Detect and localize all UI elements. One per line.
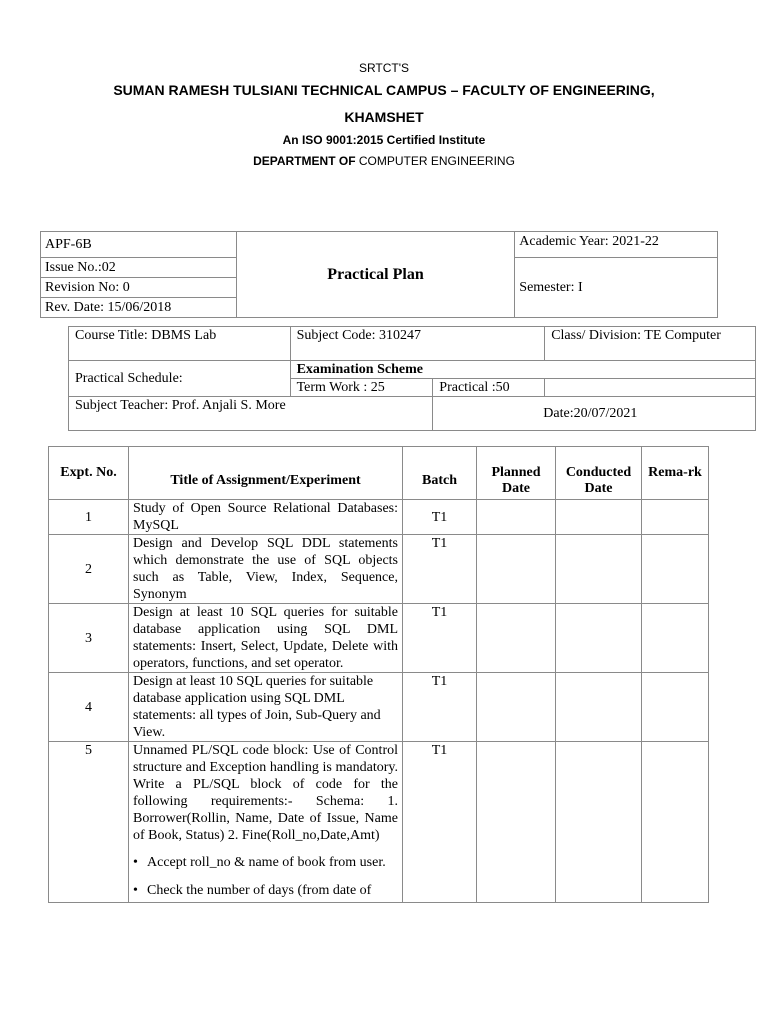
expt-batch: T1 (403, 604, 477, 673)
expt-title: Design at least 10 SQL queries for suitable database application using SQL DML statements: Insert, Select, Update, Delete with operators, functions, and set operator. (129, 604, 403, 673)
expt-no: 4 (49, 673, 129, 742)
list-item (133, 874, 398, 902)
expt-batch: T1 (403, 535, 477, 604)
department-label: DEPARTMENT OF (253, 154, 356, 168)
blank-cell (545, 379, 756, 397)
class-division: Class/ Division: TE Computer (545, 327, 756, 361)
revision-date: Rev. Date: 15/06/2018 (41, 298, 237, 318)
expt-no: 2 (49, 535, 129, 604)
header-conducted-date: Conducted Date (556, 447, 642, 500)
term-work: Term Work : 25 (290, 379, 433, 397)
expt-title-cell (129, 742, 403, 903)
remark-cell (642, 500, 709, 535)
experiments-table (48, 446, 709, 903)
table-row (49, 742, 709, 903)
table-row (49, 500, 709, 535)
form-code: APF-6B (41, 232, 237, 258)
course-info-table (68, 326, 756, 431)
college-short-name: SRTCT'S (358, 61, 410, 75)
remark-cell (642, 604, 709, 673)
table-row (49, 673, 709, 742)
planned-date-cell (477, 742, 556, 903)
expt-title: Unnamed PL/SQL code block: Use of Control structure and Exception handling is mandatory. Write a PL/SQL block of code for the following requirements:- Schema: 1. Borrower(Rollin, Name, Date of Issue, Name of Book, Status) 2. Fine(Roll_no,Date,Amt) (133, 743, 398, 843)
course-title: Course Title: DBMS Lab (69, 327, 291, 361)
list-item (133, 844, 398, 874)
conducted-date-cell (556, 604, 642, 673)
conducted-date-cell (556, 673, 642, 742)
academic-year: Academic Year: 2021-22 (515, 232, 718, 258)
expt-batch: T1 (403, 742, 477, 903)
header-remark: Rema-rk (642, 447, 709, 500)
expt-no: 5 (49, 742, 129, 903)
practical-schedule: Practical Schedule: (69, 361, 291, 397)
bullet-icon: • (133, 883, 138, 898)
college-name: SUMAN RAMESH TULSIANI TECHNICAL CAMPUS – FACULTY OF ENGINEERING, (113, 82, 655, 98)
practical-marks: Practical :50 (433, 379, 545, 397)
issue-number: Issue No.:02 (41, 258, 237, 278)
conducted-date-cell (556, 500, 642, 535)
expt-no: 1 (49, 500, 129, 535)
revision-number: Revision No: 0 (41, 278, 237, 298)
header-expt-no: Expt. No. (49, 447, 129, 500)
bullet-text: Check the number of days (from date of (147, 883, 372, 898)
subject-teacher: Subject Teacher: Prof. Anjali S. More (69, 397, 433, 431)
college-city: KHAMSHET (344, 109, 424, 125)
expt-title: Design at least 10 SQL queries for suitable database application using SQL DML statements: all types of Join, Sub-Query and View. (129, 673, 403, 742)
table-row (49, 604, 709, 673)
expt-title: Study of Open Source Relational Databases: MySQL (129, 500, 403, 535)
header-planned-date: Planned Date (477, 447, 556, 500)
bullet-text: Accept roll_no & name of book from user. (147, 855, 386, 870)
planned-date-cell (477, 500, 556, 535)
planned-date-cell (477, 604, 556, 673)
remark-cell (642, 535, 709, 604)
header-title: Title of Assignment/Experiment (129, 447, 403, 500)
document-info-table (40, 231, 718, 318)
header-batch: Batch (403, 447, 477, 500)
remark-cell (642, 673, 709, 742)
table-row (49, 535, 709, 604)
department-name: COMPUTER ENGINEERING (358, 154, 515, 168)
plan-date: Date:20/07/2021 (433, 397, 756, 431)
document-title: Practical Plan (236, 232, 515, 318)
planned-date-cell (477, 673, 556, 742)
expt-batch: T1 (403, 500, 477, 535)
conducted-date-cell (556, 535, 642, 604)
remark-cell (642, 742, 709, 903)
department-line (0, 154, 768, 168)
iso-certification: An ISO 9001:2015 Certified Institute (282, 133, 486, 147)
expt-no: 3 (49, 604, 129, 673)
semester: Semester: I (515, 258, 718, 318)
conducted-date-cell (556, 742, 642, 903)
expt-batch: T1 (403, 673, 477, 742)
bullet-icon: • (133, 855, 138, 870)
planned-date-cell (477, 535, 556, 604)
expt-title: Design and Develop SQL DDL statements which demonstrate the use of SQL objects such as Table, View, Index, Sequence, Synonym (129, 535, 403, 604)
examination-scheme: Examination Scheme (290, 361, 755, 379)
subject-code: Subject Code: 310247 (290, 327, 545, 361)
